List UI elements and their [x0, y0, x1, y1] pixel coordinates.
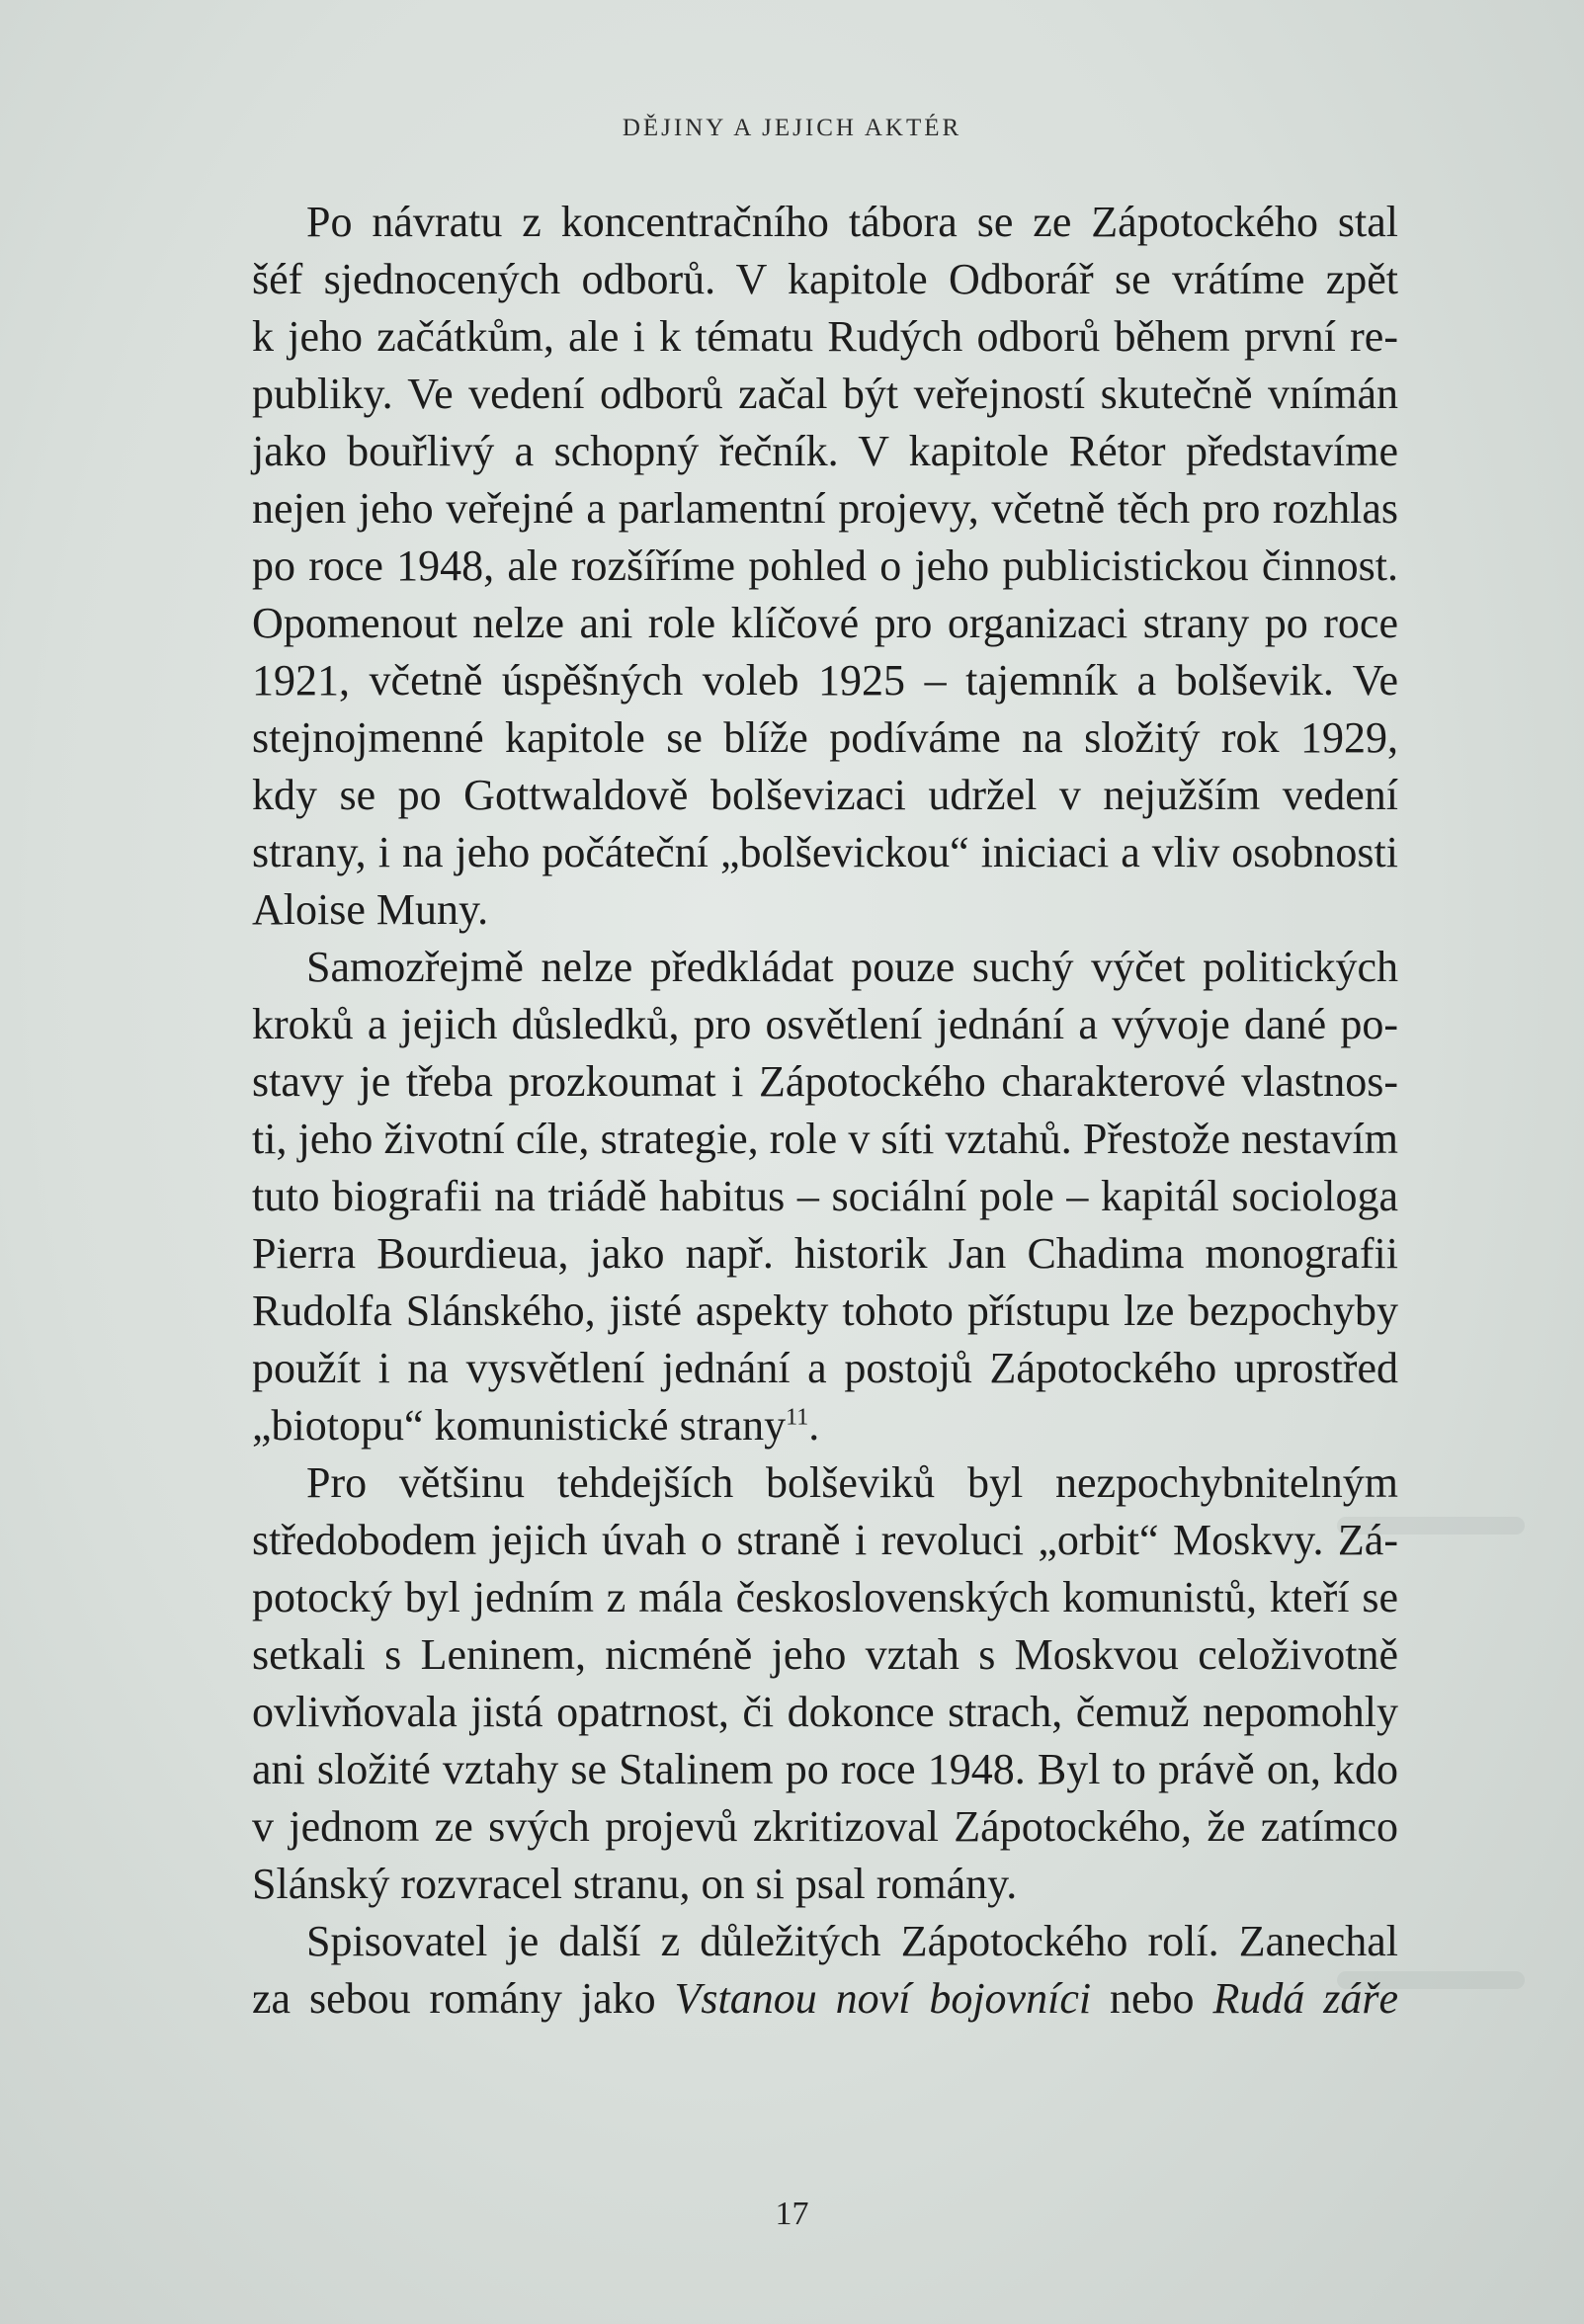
text-line: v jednom ze svých projevů zkritizoval Zápotockého, že zatímco: [252, 1802, 1398, 1851]
text-line: středobodem jejich úvah o straně i revoluci „orbit“ Moskvy. Zá-: [252, 1516, 1398, 1564]
running-head: DĚJINY A JEJICH AKTÉR: [622, 115, 962, 141]
text-line-with-titles: [252, 1970, 1398, 2028]
text-line: Rudolfa Slánského, jisté aspekty tohoto přístupu lze bezpochyby: [252, 1286, 1398, 1335]
text-line: Pro většinu tehdejších bolševiků byl nezpochybnitelným: [306, 1458, 1398, 1507]
body-text: [252, 194, 1398, 2028]
text-line: ovlivňovala jistá opatrnost, či dokonce strach, čemuž nepomohly: [252, 1688, 1398, 1736]
footnote-reference[interactable]: 11: [786, 1404, 809, 1431]
text-line: Spisovatel je další z důležitých Zápotockého rolí. Zanechal: [306, 1917, 1398, 1965]
paragraph-2: [252, 939, 1398, 1454]
text-line: Po návratu z koncentračního tábora se ze Zápotockého stal: [306, 198, 1398, 246]
page-number: 17: [775, 2196, 809, 2232]
text-line: ani složité vztahy se Stalinem po roce 1948. Byl to právě on, kdo: [252, 1745, 1398, 1793]
text-line: Slánský rozvracel stranu, on si psal romány.: [252, 1860, 1018, 1908]
text-line: nejen jeho veřejné a parlamentní projevy, včetně těch pro rozhlas: [252, 484, 1398, 533]
text-line: jako bouřlivý a schopný řečník. V kapitole Rétor představíme: [252, 427, 1398, 475]
book-title: Rudá záře: [1212, 1974, 1399, 2023]
text-fragment: nebo: [1091, 1974, 1213, 2023]
text-line: použít i na vysvětlení jednání a postojů Zápotockého uprostřed: [252, 1344, 1398, 1392]
paragraph-3: [252, 1454, 1398, 1913]
text-line: šéf sjednocených odborů. V kapitole Odborář se vrátíme zpět: [252, 255, 1398, 303]
text-line: Opomenout nelze ani role klíčové pro organizaci strany po roce: [252, 599, 1398, 647]
text-line: stejnojmenné kapitole se blíže podíváme na složitý rok 1929,: [252, 713, 1398, 762]
text-line: ti, jeho životní cíle, strategie, role v síti vztahů. Přestože nestavím: [252, 1115, 1398, 1163]
text-line-with-footnote: [252, 1397, 1398, 1454]
sentence-end: .: [808, 1401, 820, 1450]
book-title: Vstanou noví bojovníci: [674, 1974, 1092, 2023]
text-line: strany, i na jeho počáteční „bolševickou“ iniciaci a vliv osobnosti: [252, 828, 1398, 876]
text-line: kroků a jejich důsledků, pro osvětlení jednání a vývoje dané po-: [252, 1000, 1398, 1048]
text-line: k jeho začátkům, ale i k tématu Rudých odborů během první re-: [252, 312, 1398, 361]
text-line: Samozřejmě nelze předkládat pouze suchý výčet politických: [306, 943, 1398, 991]
text-line: Pierra Bourdieua, jako např. historik Jan Chadima monografii: [252, 1229, 1398, 1278]
text-line-content: „biotopu“ komunistické strany: [252, 1401, 787, 1450]
text-line: kdy se po Gottwaldově bolševizaci udržel v nejužším vedení: [252, 771, 1398, 819]
text-line: po roce 1948, ale rozšíříme pohled o jeho publicistickou činnost.: [252, 541, 1398, 590]
text-line: setkali s Leninem, nicméně jeho vztah s Moskvou celoživotně: [252, 1630, 1398, 1679]
text-line: Aloise Muny.: [252, 885, 489, 934]
paragraph-4: [252, 1913, 1398, 2028]
text-line: potocký byl jedním z mála československých komunistů, kteří se: [252, 1573, 1398, 1621]
text-line: tuto biografii na triádě habitus – sociální pole – kapitál sociologa: [252, 1172, 1398, 1220]
text-line: stavy je třeba prozkoumat i Zápotockého charakterové vlastnos-: [252, 1057, 1398, 1106]
paragraph-1: [252, 194, 1398, 939]
text-fragment: za sebou romány jako: [252, 1974, 675, 2023]
text-line: 1921, včetně úspěšných voleb 1925 – tajemník a bolševik. Ve: [252, 656, 1398, 705]
text-line: publiky. Ve vedení odborů začal být veřejností skutečně vnímán: [252, 370, 1398, 418]
